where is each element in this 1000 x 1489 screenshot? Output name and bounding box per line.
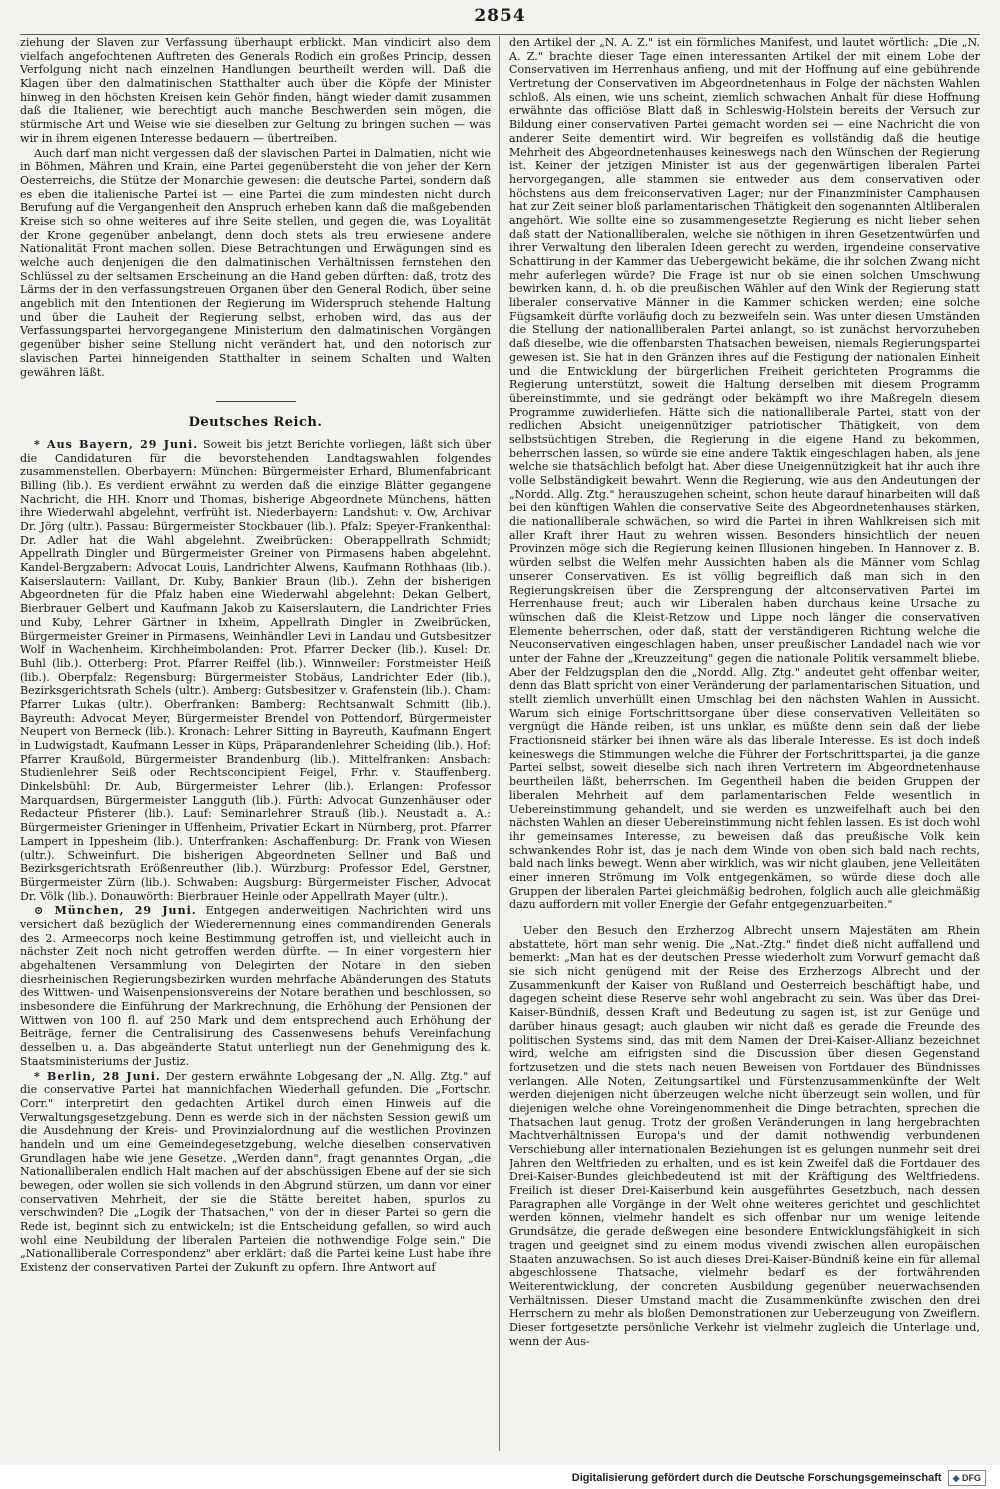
footer-credit	[572, 1469, 986, 1487]
report-dateline: * Aus Bayern, 29 Juni.	[34, 437, 199, 451]
report-dateline: * Berlin, 28 Juni.	[34, 1069, 161, 1083]
report-paragraph	[20, 1070, 491, 1275]
report-text: Entgegen anderweitigen Nachrichten wird uns versichert daß bezüglich der Wiederernennung eines commandirenden Generals des 2. Armeecorps noch keine Bestimmung getroffen ist, und vielleicht auch in nächster Zeit noch nicht getroffen werden dürfte. — In einer vorgestern hier abgehaltenen Versammlung von Delegirten der Notare in den sieben diesrheinischen Regierungsbezirken wurden mehrfache Abänderungen des Statuts des Wittwen- und Waisenpensionsvereins der Notare berathen und beschlossen, so insbesondere die Einführung der Markrechnung, die Erhöhung der Pensionen der Wittwen von 100 fl. auf 250 Mark und dem entsprechend auch Erhöhung der Beiträge, ferner die Centralisirung des Cassenwesens behufs Vereinfachung desselben u. a. Das abgeänderte Statut unterliegt nun der Genehmigung des k. Staatsministeriums der Justiz.	[20, 904, 491, 1068]
report-paragraph	[20, 904, 491, 1068]
article-paragraph: den Artikel der „N. A. Z." ist ein förmliches Manifest, und lautet wörtlich: „Die „N. A. Z." brachte dieser Tage einen interessanten Artikel der mit einem Lobe der Conservativen im Herrenhaus anfieng, und mit der Hoffnung auf eine gebührende Vertretung der Conservativen im Abgeordnetenhaus in Folge der nächsten Wahlen schloß. Als einen, wie uns scheint, ziemlich schwachen Anhalt für diese Hoffnung erwähnte das officiöse Blatt daß in Schleswig-Holstein bereits der Versuch zur Bildung einer conservativen Partei gemacht worden sei — eine Nachricht die von anderer Seite dementirt wird. Wir begreifen es vollständig daß die heutige Mehrheit des Abgeordnetenhauses keineswegs nach den Wünschen der Regierung ist. Keiner der jetzigen Minister ist aus der gegenwärtigen liberalen Partei hervorgegangen, alle stammen sie entweder aus dem conservativen oder höchstens aus dem freiconservativen Lager; nur der Finanzminister Camphausen hat zur Zeit seiner bloß parlamentarischen Thätigkeit den sogenannten Altliberalen angehört. Wie sollte eine so zusammengesetzte Regierung es nicht lieber sehen daß statt der Nationalliberalen, welche sie nöthigen in ihren Gesetzentwürfen und ihrer Verwaltung den liberalen Ideen gerecht zu werden, irgendeine conservative Schattirung in der Kammer das Uebergewicht bekäme, die ihr solchen Zwang nicht mehr auferlegen würde? Die Frage ist nur ob sie einen solchen Umschwung bewirken kann, d. h. ob die preußischen Wähler auf den Wink der Regierung statt liberaler conservative Männer in die Kammer schicken werden; eine solche Fügsamkeit dürfte vorläufig doch zu bezweifeln sein. Was unter diesen Umständen die Stellung der nationalliberalen Partei anlangt, so ist zunächst hervorzuheben daß dieselbe, wie die offenbarsten Thatsachen beweisen, niemals Regierungspartei gewesen ist. Sie hat in den Gränzen ihres auf die Festigung der nationalen Einheit und die Entwicklung der bürgerlichen Freiheit gerichteten Programms die Regierung unterstützt, soweit die Haltung derselben mit diesem Programm übereinstimmte, und sie gedrängt oder bekämpft wo ihre Maßregeln diesem Programme zuwiderliefen. Hätte sich die nationalliberale Partei, statt von der redlichen Absicht uneigennütziger patriotischer Thätigkeit, von dem selbstsüchtigen Streben, die Regierung in die eigene Hand zu bekommen, beherrschen lassen, so würde sie eine andere Taktik eingeschlagen haben, als jene welche sie thatsächlich befolgt hat. Aber diese Uneigennützigkeit hat ihr auch ihre volle Selbständigkeit bewahrt. Wenn die Regierung, wie aus den Andeutungen der „Nordd. Allg. Ztg." herauszugehen scheint, schon heute darauf hinarbeiten will daß bei den künftigen Wahlen die conservative Seite des Abgeordnetenhauses stärken, die nationalliberale schwächen, so wird die Partei in ihren Wahlkreisen sich mit aller Kraft ihrer Haut zu wehren wissen. Besonders hinsichtlich der neuen Provinzen möge sich die Regierung keinen Illusionen hingeben. In Hannover z. B. würden selbst die Welfen mehr Aussichten haben als die Männer vom Schlag unserer Conservativen. Es ist völlig begreiflich daß man sich in den Regierungskreisen über die Zersprengung der altconservativen Partei im Herrenhause freut; auch wir Liberalen haben durchaus keine Ursache zu wünschen daß die Kleist-Retzow und Lippe noch länger die conservativen Elemente beherrschen, oder daß, statt der verständigeren Richtung welche die Neuconservativen eingeschlagen haben, unser preußischer Landadel nach wie vor unter der Fahne der „Kreuzzeitung" gegen die nationale Politik versammelt bliebe. Aber der Feldzugsplan den die „Nordd. Allg. Ztg." andeutet geht offenbar weiter, denn das Blatt spricht von einer Veränderung der parlamentarischen Situation, und stellt ziemlich unverhüllt einen Umschlag bei den nächsten Wahlen in Aussicht. Warum sich einige Fortschrittsorgane über diese conservativen Velleitäten so vergnügt die Hände reiben, ist uns unklar, es müßte denn sein daß der liebe Fractionsneid stärker bei ihnen wäre als das liberale Interesse. Es ist doch indeß keineswegs die Stimmungen welche die Führer der Fortschrittspartei, ja die ganze Partei selbst, soweit dieselbe sich nach ihren Vertretern im Abgeordnetenhause beurtheilen läßt, beherrschen. Im Gegentheil haben die beiden Gruppen der liberalen Mehrheit auf dem parlamentarischen Felde wesentlich in Uebereinstimmung gehandelt, und sie werden es unzweifelhaft auch bei den nächsten Wahlen an dieser Uebereinstimmung nicht fehlen lassen. Es ist doch wohl ihr gemeinsames Interesse, zu beweisen daß das preußische Volk kein schwankendes Rohr ist, das je nach dem Winde von oben sich bald nach rechts, bald nach links bewegt. Wenn aber wirklich, was wir nicht glauben, jene Velleitäten einer inneren Strömung im Volk entgegenkämen, so würde diese doch alle Gruppen der liberalen Partei gleichmäßig bedrohen, folglich auch alle gleichmäßig dazu auffordern mit voller Energie der Gefahr entgegenzuarbeiten."	[509, 36, 980, 912]
report-text: Der gestern erwähnte Lobgesang der „N. Allg. Ztg." auf die conservative Partei hat mannichfachen Wiederhall gefunden. Die „Fortschr. Corr." interpretirt den gedachten Artikel durch einen Hinweis auf die Verwaltungsgesetzgebung. Denn es werde sich in der nächsten Session gewiß um die Ausdehnung der Kreis- und Provinzialordnung auf die westlichen Provinzen handeln und um eine Gemeindegesetzgebung, welche dieselben conservativen Grundlagen habe wie jene Gesetze. „Werden dann", fragt genanntes Organ, „die Nationalliberalen endlich Halt machen auf der abschüssigen Ebene auf der sie sich bewegen, oder wollen sie sich vollends in den Abgrund stürzen, um dann vor einer conservativen Mehrheit, der sie die Stätte bereitet haben, spurlos zu verschwinden? Die „Logik der Thatsachen," von der in dieser Partei so gern die Rede ist, beginnt sich zu entwickeln; ist die Entscheidung gefallen, so wird auch wohl eine Neubildung der liberalen Parteien die nothwendige Folge sein." Die „Nationalliberale Correspondenz" aber erklärt: daß die Partei keine Lust habe ihre Existenz der conservativen Partei der Zukunft zu opfern. Ihre Antwort auf	[20, 1069, 491, 1275]
report-paragraph	[20, 438, 491, 903]
section-heading: Deutsches Reich.	[188, 415, 323, 431]
article-paragraph: ziehung der Slaven zur Verfassung überhaupt erblickt. Man vindicirt also dem vielfach angefochtenen Auftreten des Generals Rodich ein großes Princip, dessen Verfolgung nicht nach einzelnen Handlungen beurtheilt werden will. Daß die Klagen über den dalmatinischen Statthalter auch über die Köpfe der Minister hinweg in den höchsten Kreisen kein Gehör finden, hängt wieder damit zusammen daß die Italiener, wie berechtigt auch manche Beschwerden sein mögen, die stürmische Art und Weise wie sie dieselben zur Geltung zu bringen suchen — was wir in ihrem eigenen Interesse bedauern — übertreiben.	[20, 36, 491, 145]
left-column	[20, 36, 491, 1454]
page-number: 2854	[474, 6, 526, 26]
dfg-logo: ◆ DFG	[948, 1470, 986, 1486]
header-rule	[20, 34, 980, 35]
report-dateline: ⊙ München, 29 Juni.	[34, 904, 197, 918]
footer-credit-text: Digitalisierung gefördert durch die Deutsche Forschungsgemeinschaft	[571, 1472, 942, 1484]
column-divider	[499, 36, 500, 1451]
section-separator	[216, 401, 296, 402]
article-paragraph: Ueber den Besuch den Erzherzog Albrecht unsern Majestäten am Rhein abstattete, hört man sehr wenig. Die „Nat.-Ztg." findet dieß nicht auffallend und bemerkt: „Man hat es der deutschen Presse wiederholt zum Vorwurf gemacht daß sie sich nicht genügend mit der Reise des Erzherzogs Albrecht und der Zusammenkunft der Kaiser von Rußland und Oesterreich beschäftigt habe, und dagegen scheint diese Reserve sehr wohl angebracht zu sein. Was über das Drei-Kaiser-Bündniß, dessen Kraft und Bedeutung zu sagen ist, ist zur Genüge und darüber hinaus gesagt; auch glauben wir nicht daß es gerade die Freunde des politischen Systems sind, das mit dem Namen der Drei-Kaiser-Allianz bezeichnet wird, welche am eifrigsten sind die Discussion über diesen Gegenstand fortzusetzen und die stets nach neuen Beweisen von Fortdauer des Bündnisses verlangen. Alle Noten, Zeitungsartikel und Fürstenzusammenkünfte der Welt werden diejenigen nicht überzeugen welche nicht überzeugt sein wollen, und für diejenigen welche ohne Voreingenommenheit die Dinge betrachten, sprechen die Thatsachen laut genug. Trotz der großen Veränderungen in lang hergebrachten Machtverhältnissen Europa's und der damit nothwendig verbundenen Verschiebung aller internationalen Beziehungen ist es gelungen nunmehr seit drei Jahren den Weltfrieden zu erhalten, und es ist kein Zweifel daß die Fortdauer des Drei-Kaiser-Bundes gleichbedeutend ist mit der Kräftigung des Weltfriedens. Freilich ist dieser Drei-Kaiserbund kein ausgeführtes Gesetzbuch, nach dessen Paragraphen alle Vorgänge in der Welt ohne weiteres gerichtet und geschlichtet werden können, vielmehr handelt es sich offenbar nur um wenige leitende Grundsätze, die gerade deßwegen eine besondere Entwicklungsfähigkeit in sich tragen und geeignet sind zu einem modus vivendi zwischen allen europäischen Staaten anzuwachsen. So ist auch dieses Drei-Kaiser-Bündniß keine ein für allemal abgeschlossene Thatsache, vielmehr bedarf es der fortwährenden Weiterentwicklung, der concreten Ausbildung gegenüber neuerwachsenden Verhältnissen. Dieser Umstand macht die Zusammenkünfte zwischen den drei Herrschern zu mehr als bloßen Demonstrationen zur Ueberzeugung von Zweiflern. Dieser fortgesetzte persönliche Verkehr ist vielmehr zugleich die Unterlage und, wenn der Aus-	[509, 924, 980, 1348]
dfg-logo-text: DFG	[962, 1473, 981, 1483]
report-text: Soweit bis jetzt Berichte vorliegen, läßt sich über die Candidaturen für die bevorstehenden Landtagswahlen folgendes zusammenstellen. Oberbayern: München: Bürgermeister Erhard, Blumenfabricant Billing (lib.). Es verdient erwähnt zu werden daß die einzige Blätter gegangene Nachricht, die HH. Knorr und Thomas, bisherige Abgeordnete Münchens, hätten ihre Wiederwahl abgelehnt, verfrüht ist. Niederbayern: Landshut: v. Ow, Archivar Dr. Jörg (ultr.). Passau: Bürgermeister Stockbauer (lib.). Pfalz: Speyer-Frankenthal: Dr. Adler hat die Wahl abgelehnt. Zweibrücken: Oberappellrath Schmidt; Appellrath Dingler und Bürgermeister Greiner von Pirmasens haben abgelehnt. Kandel-Bergzabern: Advocat Louis, Landrichter Alwens, Kaufmann Rothhaas (lib.). Kaiserslautern: Vaillant, Dr. Kuby, Bankier Braun (lib.). Zehn der bisherigen Abgeordneten für die Pfalz haben eine Wiederwahl abgelehnt: Dekan Gelbert, Bierbrauer Gelbert und Kaufmann Jakob zu Kaiserslautern, die Landrichter Fries und Kuby, Lehrer Gärtner in Ixheim, Appellrath Dingler in Zweibrücken, Bürgermeister Greiner in Pirmasens, Weinhändler Levi in Landau und Gutsbesitzer Wolf in Wachenheim. Kirchheimbolanden: Prot. Pfarrer Decker (lib.). Kusel: Dr. Buhl (lib.). Otterberg: Prot. Pfarrer Reiffel (lib.). Winnweiler: Forstmeister Heiß (lib.). Oberpfalz: Regensburg: Bürgermeister Stobäus, Landrichter Eder (lib.), Bezirksgerichtsrath Schels (ultr.). Amberg: Gutsbesitzer v. Grafenstein (lib.). Cham: Pfarrer Lukas (ultr.). Oberfranken: Bamberg: Rechtsanwalt Schmitt (lib.). Bayreuth: Advocat Meyer, Bürgermeister Brendel von Pottendorf, Bürgermeister Neupert von Berneck (lib.). Kronach: Lehrer Sitting in Bayreuth, Kaufmann Engert in Ludwigstadt, Kaufmann Lesser in Küps, Präparandenlehrer Scheiding (lib.). Hof: Pfarrer Kraußold, Bürgermeister Brandenburg (lib.). Mittelfranken: Ansbach: Studienlehrer Seiß oder Rechtsconcipient Feigel, Frhr. v. Stauffenberg. Dinkelsbühl: Dr. Aub, Bürgermeister Lehrer (lib.). Erlangen: Professor Marquardsen, Bürgermeister Langguth (lib.). Fürth: Advocat Gunzenhäuser oder Redacteur Pfisterer (lib.). Lauf: Seminarlehrer Strauß (lib.). Neustadt a. A.: Bürgermeister Grieninger in Uffenheim, Privatier Eckart in Nürnberg, prot. Pfarrer Lampert in Ippesheim (lib.). Unterfranken: Aschaffenburg: Dr. Frank von Wiesen (ultr.). Schweinfurt. Die bisherigen Abgeordneten Sellner und Baß und Bezirksgerichtsrath Erößenreuther (lib.). Würzburg: Professor Edel, Gerstner, Bürgermeister Zürn (lib.). Schwaben: Augsburg: Bürgermeister Fischer, Advocat Dr. Völk (lib.). Donauwörth: Bierbrauer Heinle oder Appellrath Mayer (ultr.).	[20, 437, 491, 903]
right-column	[509, 36, 980, 1454]
article-paragraph: Auch darf man nicht vergessen daß der slavischen Partei in Dalmatien, nicht wie in Böhmen, Mähren und Krain, eine Partei gegenübersteht die von jeher der Kern Oesterreichs, die Stütze der Monarchie gewesen: die deutsche Partei, sondern daß es eben die italienische Partei ist — eine Partei die zum mindesten nicht durch Berufung auf die Vergangenheit den Anspruch erheben kann daß die maßgebenden Kreise sich so ohne weiteres auf ihre Seite stellen, und gegen die, was Loyalität der Krone gegenüber anbelangt, denn doch stets als treu erwiesene andere Nationalität Front machen sollen. Diese Betrachtungen und Erwägungen sind es welche auch denjenigen die den dalmatinischen Verhältnissen fernstehen den Schlüssel zu der seltsamen Erscheinung an die Hand geben dürften: daß, trotz des Lärms der in den verfassungstreuen Organen über den General Rodich, über seine angeblich mit den Intentionen der Regierung im Widerspruch stehende Haltung und über die Lauheit der Regierung selbst, erhoben wird, das aus der Verfassungspartei hervorgegangene Ministerium den dalmatinischen Vorgängen gegenüber bisher seine Stellung nicht verändert hat, und den notorisch zur slavischen Partei hinneigenden Statthalter in seinem Schalten und Walten gewähren läßt.	[20, 146, 491, 379]
